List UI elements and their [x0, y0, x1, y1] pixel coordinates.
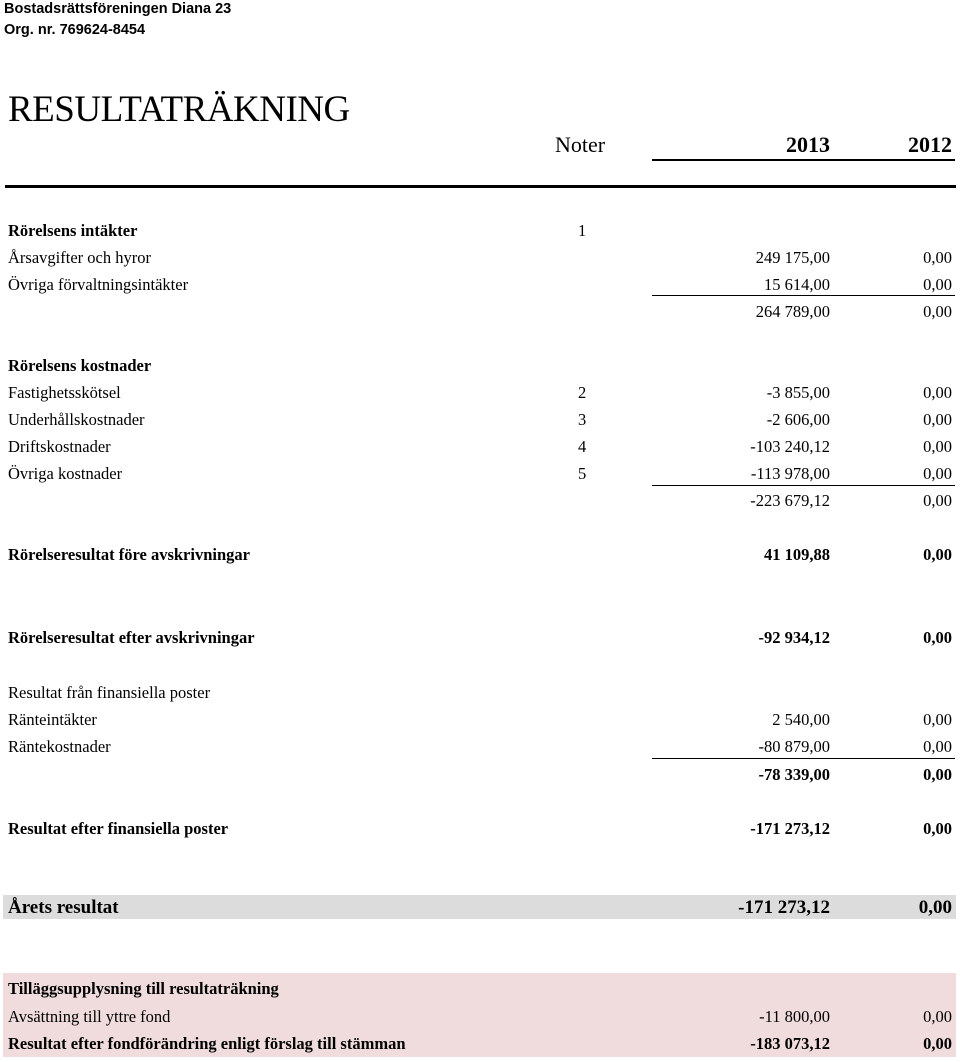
income-note: 1 [578, 221, 587, 240]
row-label: Övriga förvaltningsintäkter [8, 275, 189, 294]
row-label: Driftskostnader [8, 437, 111, 456]
row-label: Fastighetsskötsel [8, 383, 121, 402]
col-header-notes: Noter [555, 132, 606, 157]
value-2013: -3 855,00 [766, 383, 830, 402]
row-label: Rörelseresultat före avskrivningar [8, 545, 250, 564]
value-2013: 2 540,00 [772, 710, 830, 729]
value-2013: -171 273,12 [750, 819, 830, 838]
row-note: 4 [578, 437, 587, 456]
result-before-depreciation-row [0, 541, 960, 568]
table-row [0, 733, 960, 760]
value-2012: 0,00 [918, 897, 952, 918]
value-2013: 41 109,88 [764, 545, 830, 564]
subtotal-row [0, 761, 960, 788]
col-header-2012: 2012 [908, 132, 952, 157]
row-label: Resultat efter fondförändring enligt förslag till stämman [8, 1034, 406, 1053]
value-2013: -113 978,00 [750, 464, 830, 483]
row-label: Underhållskostnader [8, 410, 145, 429]
value-2013: 249 175,00 [755, 248, 830, 267]
table-row [0, 1003, 960, 1030]
value-2013: -2 606,00 [766, 410, 830, 429]
supplement-heading-row [0, 975, 960, 1002]
value-2013: -92 934,12 [758, 628, 830, 647]
value-2012: 0,00 [923, 383, 952, 402]
org-number: Org. nr. 769624-8454 [4, 22, 146, 38]
value-2012: 0,00 [923, 410, 952, 429]
value-2013: 15 614,00 [764, 275, 830, 294]
subtotal-row [0, 298, 960, 325]
financial-heading: Resultat från finansiella poster [8, 683, 211, 702]
page-title: RESULTATRÄKNING [8, 89, 350, 130]
value-2013: -80 879,00 [758, 737, 830, 756]
subtotal-rule [652, 758, 955, 759]
col-header-2013: 2013 [786, 132, 830, 157]
header-rule [5, 185, 956, 188]
income-heading: Rörelsens intäkter [8, 221, 138, 240]
value-2012: 0,00 [923, 710, 952, 729]
value-2012: 0,00 [923, 437, 952, 456]
table-row [0, 406, 960, 433]
value-2012: 0,00 [923, 1007, 952, 1026]
value-2012: 0,00 [923, 628, 952, 647]
value-2012: 0,00 [923, 491, 952, 510]
subtotal-row [0, 487, 960, 514]
row-label: Årets resultat [8, 897, 119, 918]
row-label: Årsavgifter och hyror [8, 248, 151, 267]
financial-heading-row [0, 679, 960, 706]
year-result-row [0, 893, 960, 920]
table-row [0, 244, 960, 271]
supplement-heading: Tilläggsupplysning till resultaträkning [8, 979, 279, 998]
header-underline [652, 159, 955, 161]
value-2012: 0,00 [923, 464, 952, 483]
value-2012: 0,00 [923, 737, 952, 756]
subtotal-rule [652, 295, 955, 296]
table-row [0, 271, 960, 298]
table-row [0, 460, 960, 487]
row-label: Övriga kostnader [8, 464, 123, 483]
value-2012: 0,00 [923, 302, 952, 321]
row-label: Ränteintäkter [8, 710, 97, 729]
value-2013: -78 339,00 [758, 765, 830, 784]
row-label: Resultat efter finansiella poster [8, 819, 229, 838]
row-label: Rörelseresultat efter avskrivningar [8, 628, 255, 647]
row-label: Avsättning till yttre fond [8, 1007, 171, 1026]
value-2013: -223 679,12 [750, 491, 830, 510]
table-row [0, 379, 960, 406]
table-row [0, 1030, 960, 1057]
value-2013: -171 273,12 [738, 897, 830, 918]
result-after-depreciation-row [0, 624, 960, 651]
value-2012: 0,00 [923, 765, 952, 784]
subtotal-rule [652, 485, 955, 486]
row-note: 3 [578, 410, 587, 429]
result-after-financial-row [0, 815, 960, 842]
value-2013: -11 800,00 [759, 1007, 830, 1026]
value-2012: 0,00 [923, 248, 952, 267]
association-name: Bostadsrättsföreningen Diana 23 [4, 1, 232, 17]
value-2012: 0,00 [923, 1034, 952, 1053]
value-2013: -183 073,12 [750, 1034, 830, 1053]
table-row [0, 706, 960, 733]
value-2012: 0,00 [923, 819, 952, 838]
value-2013: -103 240,12 [750, 437, 830, 456]
value-2012: 0,00 [923, 275, 952, 294]
row-note: 2 [578, 383, 587, 402]
costs-heading-row [0, 352, 960, 379]
table-row [0, 433, 960, 460]
row-note: 5 [578, 464, 587, 483]
costs-heading: Rörelsens kostnader [8, 356, 152, 375]
value-2012: 0,00 [923, 545, 952, 564]
value-2013: 264 789,00 [755, 302, 830, 321]
income-heading-row [0, 217, 960, 244]
row-label: Räntekostnader [8, 737, 111, 756]
